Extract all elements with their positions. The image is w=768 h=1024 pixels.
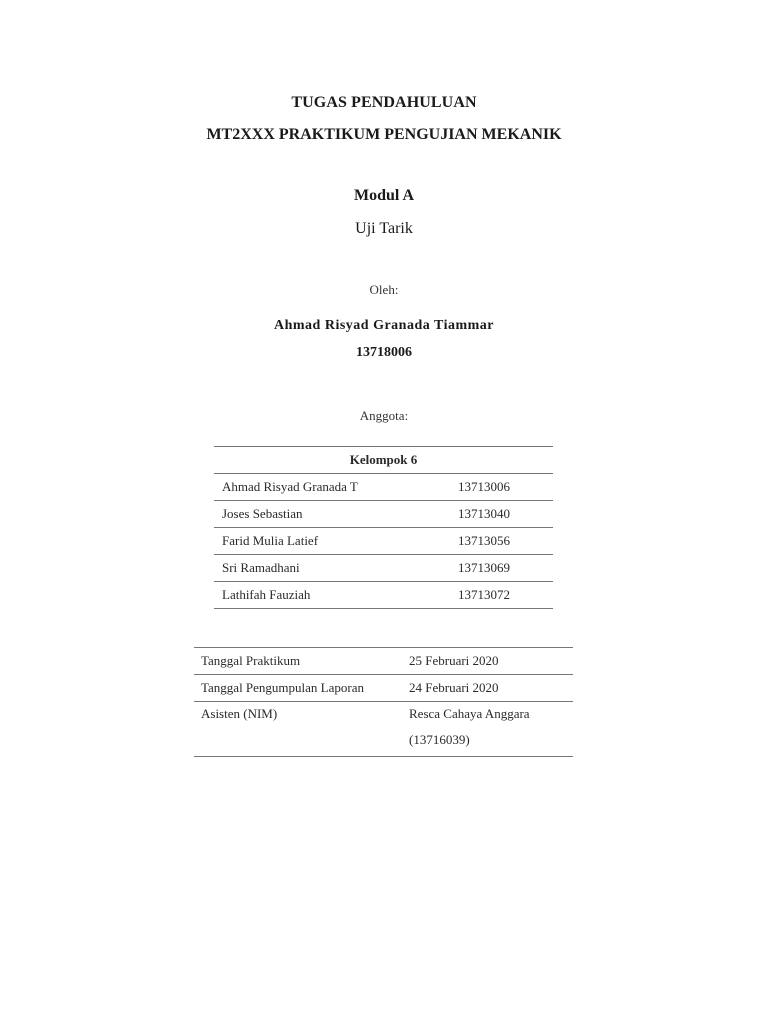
course-title: MT2XXX PRAKTIKUM PENGUJIAN MEKANIK — [206, 126, 562, 143]
member-name: Ahmad Risyad Granada T — [214, 474, 450, 501]
assistant-name: Resca Cahaya Anggara — [409, 706, 530, 721]
member-nim: 13713056 — [450, 528, 553, 555]
document-title: TUGAS PENDAHULUAN — [291, 94, 477, 111]
table-row — [194, 702, 573, 757]
table-row — [214, 555, 553, 582]
member-nim: 13713040 — [450, 501, 553, 528]
group-members-table — [214, 446, 553, 609]
table-row — [194, 675, 573, 702]
module-title: Modul A — [353, 187, 414, 204]
member-name: Farid Mulia Latief — [214, 528, 450, 555]
table-row — [194, 648, 573, 675]
table-row — [214, 582, 553, 609]
author-name: Ahmad Risyad Granada Tiammar — [273, 318, 494, 333]
member-name: Lathifah Fauziah — [214, 582, 450, 609]
member-name: Sri Ramadhani — [214, 555, 450, 582]
practicum-info-table — [194, 647, 573, 757]
member-nim: 13713069 — [450, 555, 553, 582]
members-label: Anggota: — [359, 408, 409, 423]
info-label: Tanggal Pengumpulan Laporan — [194, 675, 402, 702]
member-name: Joses Sebastian — [214, 501, 450, 528]
table-header-row — [214, 447, 553, 474]
author-nim: 13718006 — [356, 345, 412, 360]
member-nim: 13713006 — [450, 474, 553, 501]
assistant-label: Asisten (NIM) — [194, 702, 402, 757]
info-value: 25 Februari 2020 — [402, 648, 573, 675]
assistant-nim: (13716039) — [409, 732, 470, 747]
info-value: 24 Februari 2020 — [402, 675, 573, 702]
group-name: Kelompok 6 — [214, 447, 553, 474]
module-topic: Uji Tarik — [355, 220, 413, 237]
by-label: Oleh: — [369, 282, 399, 297]
assistant-value — [402, 702, 573, 757]
member-nim: 13713072 — [450, 582, 553, 609]
table-row — [214, 501, 553, 528]
table-row — [214, 528, 553, 555]
table-row — [214, 474, 553, 501]
info-label: Tanggal Praktikum — [194, 648, 402, 675]
